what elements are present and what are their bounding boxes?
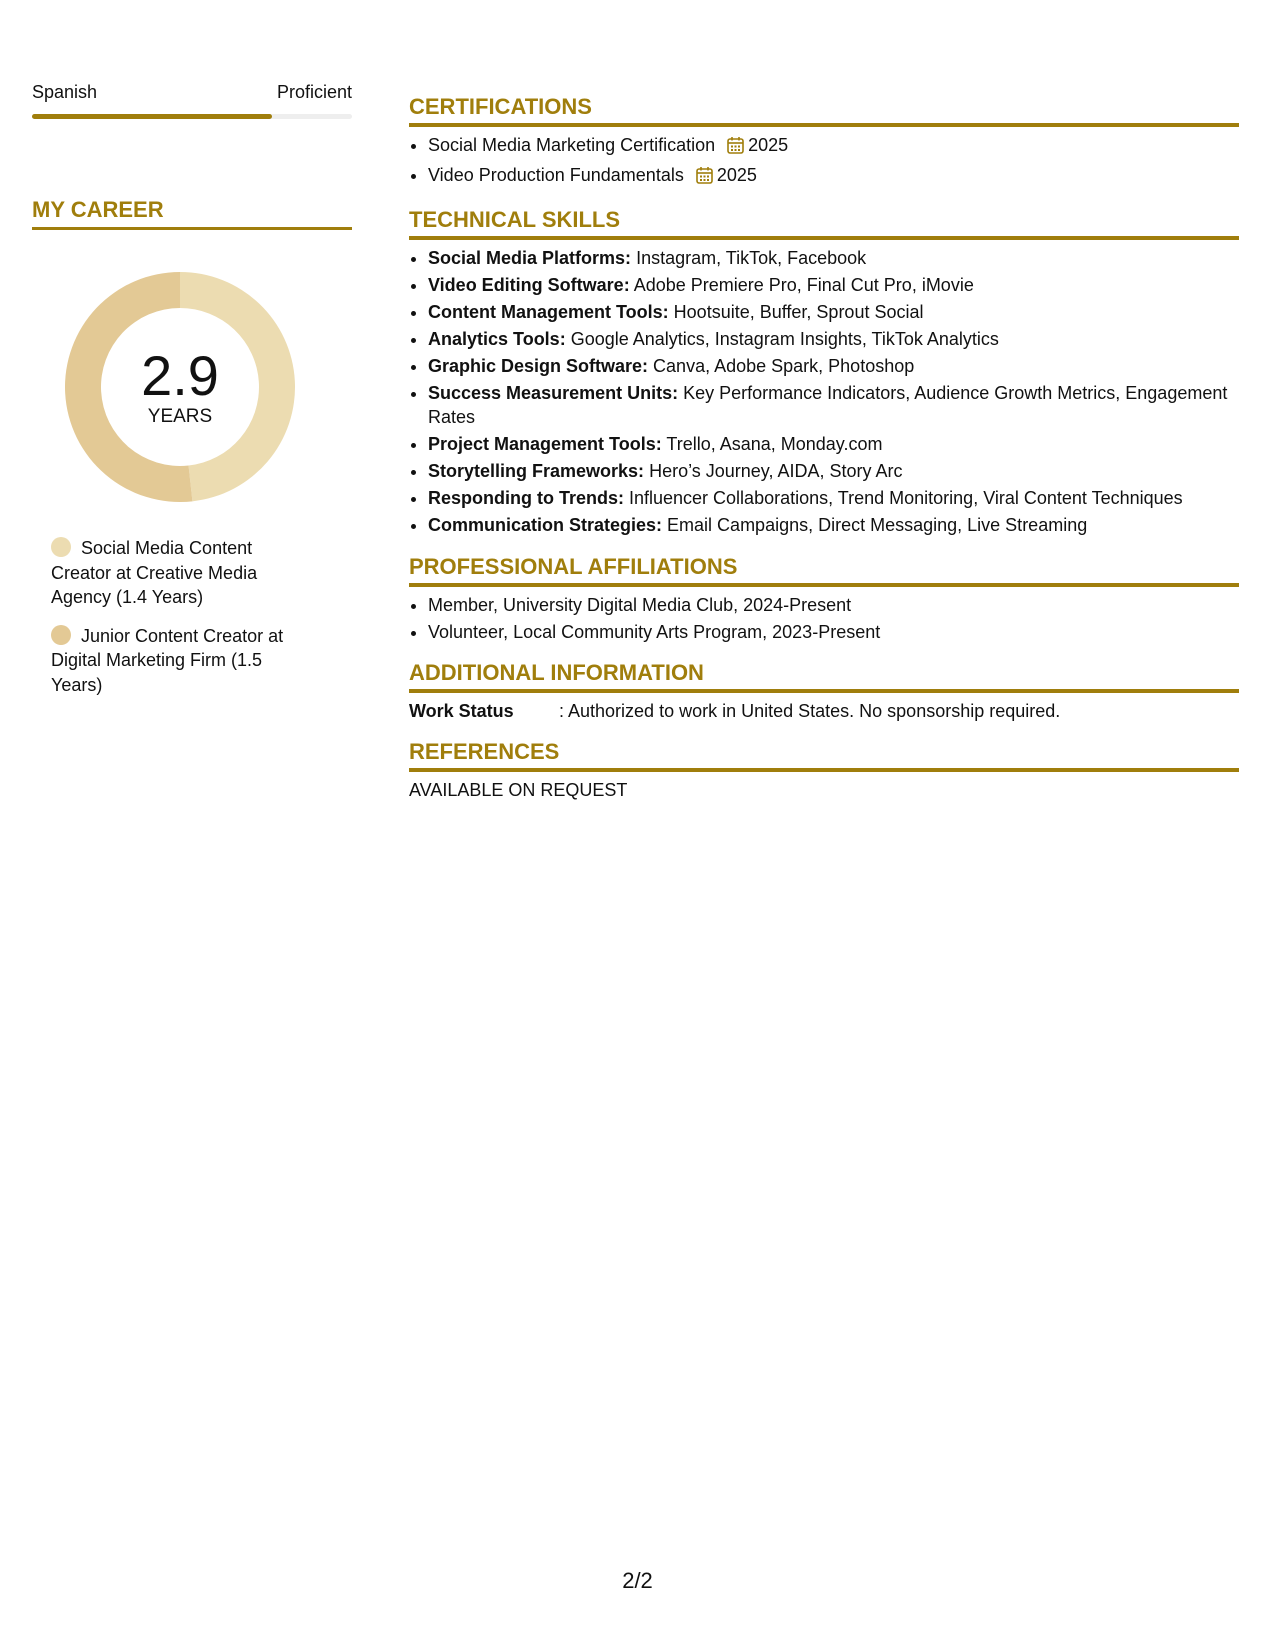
skill-value: Adobe Premiere Pro, Final Cut Pro, iMovie xyxy=(629,274,974,295)
work-status-label: Work Status xyxy=(409,701,514,721)
skill-value: Canva, Adobe Spark, Photoshop xyxy=(648,355,915,376)
certification-year: 2025 xyxy=(748,135,789,155)
certification-item xyxy=(428,133,1239,161)
certifications-section xyxy=(409,94,1239,191)
career-legend-label: Junior Content Creator at Digital Marketing Firm (1.5 Years) xyxy=(51,625,284,695)
certifications-title: CERTIFICATIONS xyxy=(409,94,1239,127)
page-number: 2/2 xyxy=(622,1568,653,1593)
skill-label: Video Editing Software: xyxy=(428,274,630,295)
certification-name: Social Media Marketing Certification xyxy=(428,135,716,155)
references-title: REFERENCES xyxy=(409,739,1239,772)
affiliation-item: • Member, University Digital Media Club, 2024-Present xyxy=(428,593,1239,618)
skill-value: Instagram, TikTok, Facebook xyxy=(631,247,867,268)
skill-label: Success Measurement Units: xyxy=(428,382,679,403)
technical-skills-list xyxy=(409,246,1239,538)
skill-item xyxy=(428,432,1239,457)
language-level: Proficient xyxy=(276,82,352,102)
certification-item xyxy=(428,163,1239,191)
work-status-row xyxy=(409,699,1239,723)
skill-value: Hero’s Journey, AIDA, Story Arc xyxy=(644,461,903,481)
skill-item xyxy=(428,354,1239,379)
skill-item xyxy=(428,273,1239,298)
skill-item xyxy=(428,459,1239,484)
legend-dot xyxy=(51,625,71,645)
affiliation-item: • Volunteer, Local Community Arts Program, 2023-Present xyxy=(428,620,1239,645)
references-text: AVAILABLE ON REQUEST xyxy=(409,780,628,800)
career-total xyxy=(65,272,295,502)
work-status-value: : Authorized to work in United States. No sponsorship required. xyxy=(559,701,1061,721)
skill-value: Email Campaigns, Direct Messaging, Live Streaming xyxy=(662,515,1088,535)
additional-info-section xyxy=(409,660,1239,723)
calendar-icon xyxy=(696,166,713,191)
career-total-years: 2.9 xyxy=(141,344,219,407)
skill-value: Influencer Collaborations, Trend Monitoring, Viral Content Techniques xyxy=(624,488,1183,508)
affiliations-list xyxy=(409,593,1239,645)
technical-skills-section xyxy=(409,207,1239,538)
skill-label: Social Media Platforms: xyxy=(428,247,632,268)
language-proficiency-fill xyxy=(32,114,272,119)
main-content xyxy=(409,94,1239,818)
career-legend xyxy=(51,536,311,697)
certification-name: Video Production Fundamentals xyxy=(428,165,684,185)
sidebar xyxy=(32,80,352,711)
career-legend-label: Social Media Content Creator at Creative Media Agency (1.4 Years) xyxy=(51,538,258,607)
certifications-list xyxy=(409,133,1239,191)
certification-year: 2025 xyxy=(716,165,757,185)
skill-value: Google Analytics, Instagram Insights, TikTok Analytics xyxy=(565,328,999,349)
career-legend-item xyxy=(51,536,311,610)
skill-item xyxy=(428,246,1239,271)
language-proficiency-bar xyxy=(32,114,352,119)
skill-item xyxy=(428,486,1239,511)
career-heading: MY CAREER xyxy=(32,197,352,230)
skill-label: Project Management Tools: xyxy=(428,434,662,454)
legend-dot xyxy=(51,537,71,557)
skill-item xyxy=(428,381,1239,430)
career-legend-item xyxy=(51,624,311,698)
skill-label: Communication Strategies: xyxy=(428,515,663,535)
skill-item xyxy=(428,327,1239,352)
calendar-icon xyxy=(727,136,744,161)
references-section xyxy=(409,739,1239,802)
technical-skills-title: TECHNICAL SKILLS xyxy=(409,207,1239,240)
language-row xyxy=(32,80,352,104)
skill-label: Graphic Design Software: xyxy=(428,355,649,376)
skill-item xyxy=(428,513,1239,538)
skill-label: Responding to Trends: xyxy=(428,488,624,508)
career-total-unit: YEARS xyxy=(147,406,213,427)
affiliations-section xyxy=(409,554,1239,645)
skill-value: Key Performance Indicators, Audience Growth Metrics, Engagement Rates xyxy=(428,382,1228,427)
skill-label: Analytics Tools: xyxy=(428,328,566,349)
skill-item xyxy=(428,300,1239,325)
career-donut-chart xyxy=(65,272,295,502)
skill-label: Content Management Tools: xyxy=(428,301,669,322)
skill-label: Storytelling Frameworks: xyxy=(428,461,645,481)
additional-info-title: ADDITIONAL INFORMATION xyxy=(409,660,1239,693)
skill-value: Hootsuite, Buffer, Sprout Social xyxy=(668,301,924,322)
affiliations-title: PROFESSIONAL AFFILIATIONS xyxy=(409,554,1239,587)
skill-value: Trello, Asana, Monday.com xyxy=(661,434,883,454)
language-name: Spanish xyxy=(32,82,98,102)
